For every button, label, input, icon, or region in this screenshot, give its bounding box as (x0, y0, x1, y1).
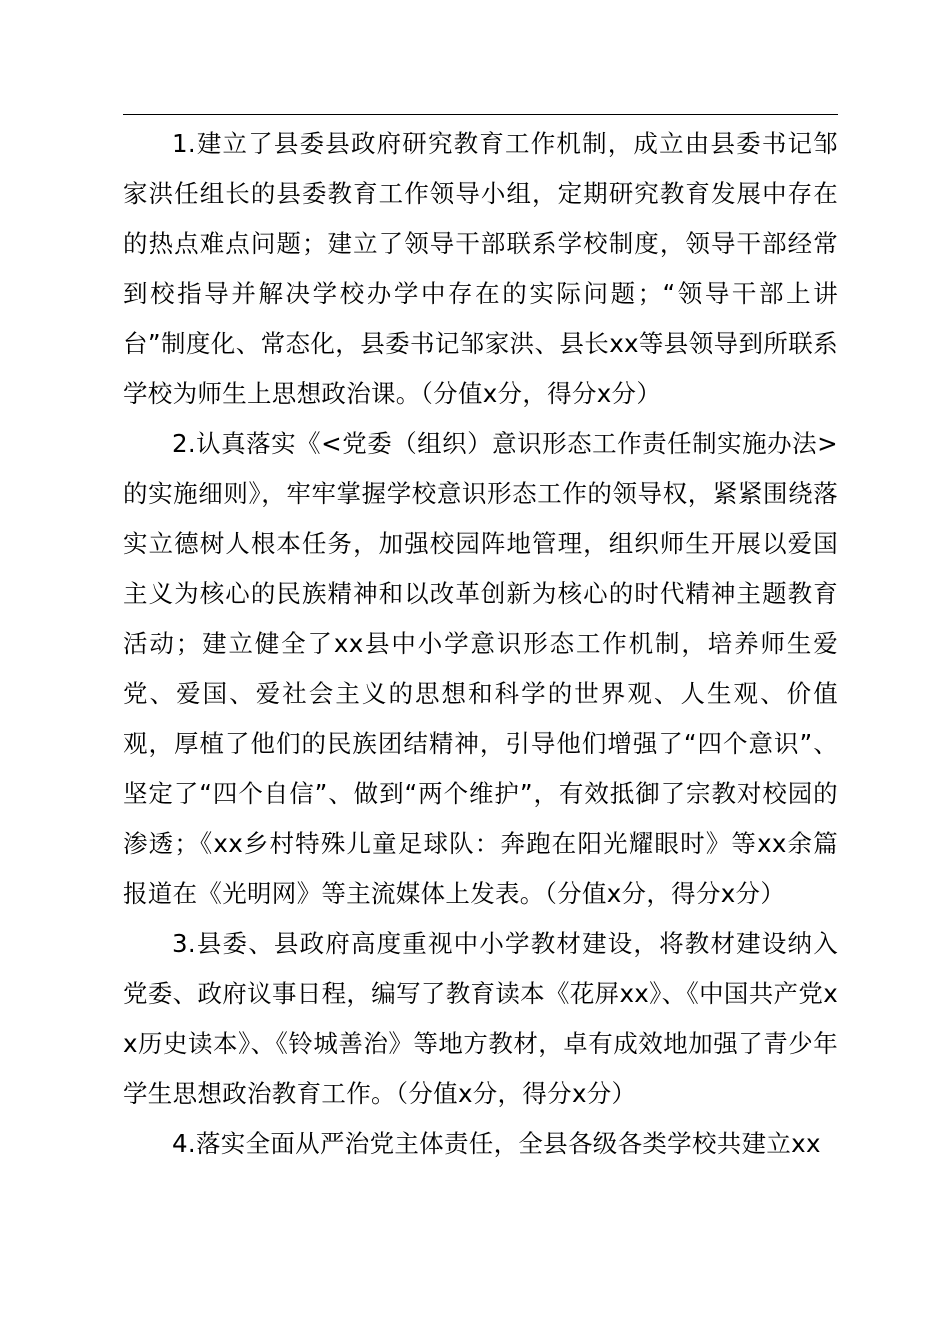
document-body (123, 119, 838, 1169)
paragraph-2: 2.认真落实《<党委（组织）意识形态工作责任制实施办法>的实施细则》，牢牢掌握学校意识形态工作的领导权，紧紧围绕落实立德树人根本任务，加强校园阵地管理，组织师生开展以爱国主义为核心的民族精神和以改革创新为核心的时代精神主题教育活动；建立健全了xx县中小学意识形态工作机制，培养师生爱党、爱国、爱社会主义的思想和科学的世界观、人生观、价值观，厚植了他们的民族团结精神，引导他们增强了“四个意识”、坚定了“四个自信”、做到“两个维护”，有效抵御了宗教对校园的渗透；《xx乡村特殊儿童足球队：奔跑在阳光耀眼时》等xx余篇报道在《光明网》等主流媒体上发表。（分值x分，得分x分） (123, 429, 838, 908)
paragraph-1: 1.建立了县委县政府研究教育工作机制，成立由县委书记邹家洪任组长的县委教育工作领导小组，定期研究教育发展中存在的热点难点问题；建立了领导干部联系学校制度，领导干部经常到校指导并解决学校办学中存在的实际问题；“领导干部上讲台”制度化、常态化，县委书记邹家洪、县长xx等县领导到所联系学校为师生上思想政治课。（分值x分，得分x分） (123, 129, 838, 408)
header-rule (123, 114, 838, 115)
paragraph-4: 4.落实全面从严治党主体责任，全县各级各类学校共建立xx (172, 1129, 821, 1158)
paragraph-3: 3.县委、县政府高度重视中小学教材建设，将教材建设纳入党委、政府议事日程，编写了教育读本《花屏xx》、《中国共产党xx历史读本》、《铃城善治》等地方教材，卓有成效地加强了青少年学生思想政治教育工作。（分值x分，得分x分） (123, 929, 838, 1108)
